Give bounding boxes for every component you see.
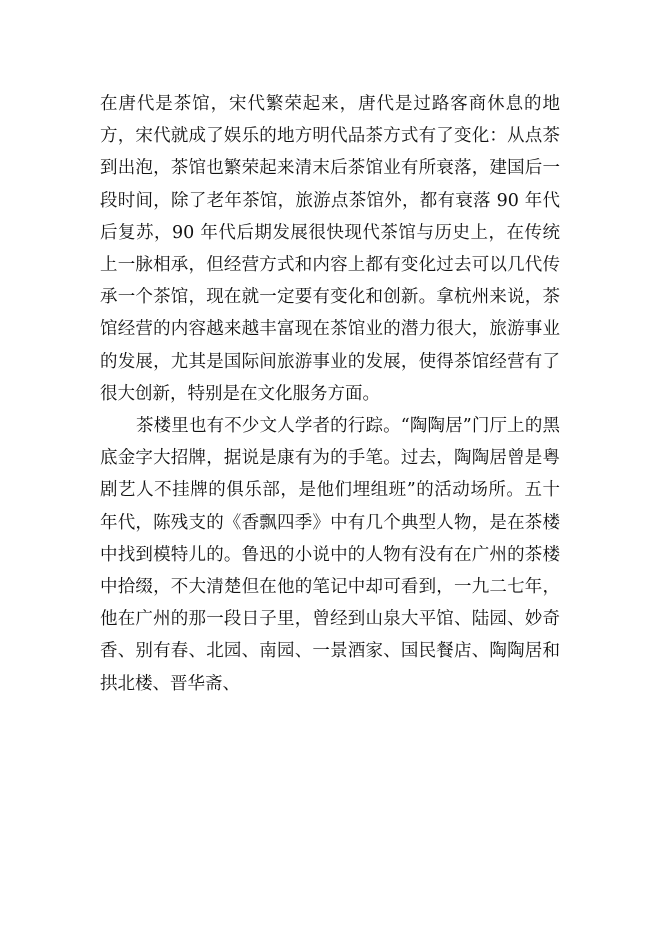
document-body [100,88,560,700]
paragraph-literati-teahouses: 茶楼里也有不少文人学者的行踪。“陶陶居”门厅上的黑底金字大招牌，据说是康有为的手笔。过去，陶陶居曾是粤剧艺人不挂牌的俱乐部，是他们埋组班”的活动场所。五十年代，陈残支的《香飘四季》中有几个典型人物，是在茶楼中找到模特儿的。鲁迅的小说中的人物有没有在广州的茶楼中拾缀，不大清楚但在他的笔记中却可看到，一九二七年，他在广州的那一段日子里，曾经到山泉大平馆、陆园、妙奇香、别有春、北园、南园、一景酒家、国民餐店、陶陶居和拱北楼、晋华斋、 [100,416,560,694]
paragraph-tea-house-history: 在唐代是茶馆，宋代繁荣起来，唐代是过路客商休息的地方，宋代就成了娱乐的地方明代品茶方式有了变化：从点茶到出泡，茶馆也繁荣起来清末后茶馆业有所衰落，建国后一段时间，除了老年茶馆，旅游点茶馆外，都有衰落 90 年代后复苏，90 年代后期发展很快现代茶馆与历史上，在传统上一脉相承，但经营方式和内容上都有变化过去可以几代传承一个茶馆，现在就一定要有变化和创新。拿杭州来说，茶馆经营的内容越来越丰富现在茶馆业的潜力很大，旅游事业的发展，尤其是国际间旅游事业的发展，使得茶馆经营有了很大创新，特别是在文化服务方面。 [100,94,560,404]
